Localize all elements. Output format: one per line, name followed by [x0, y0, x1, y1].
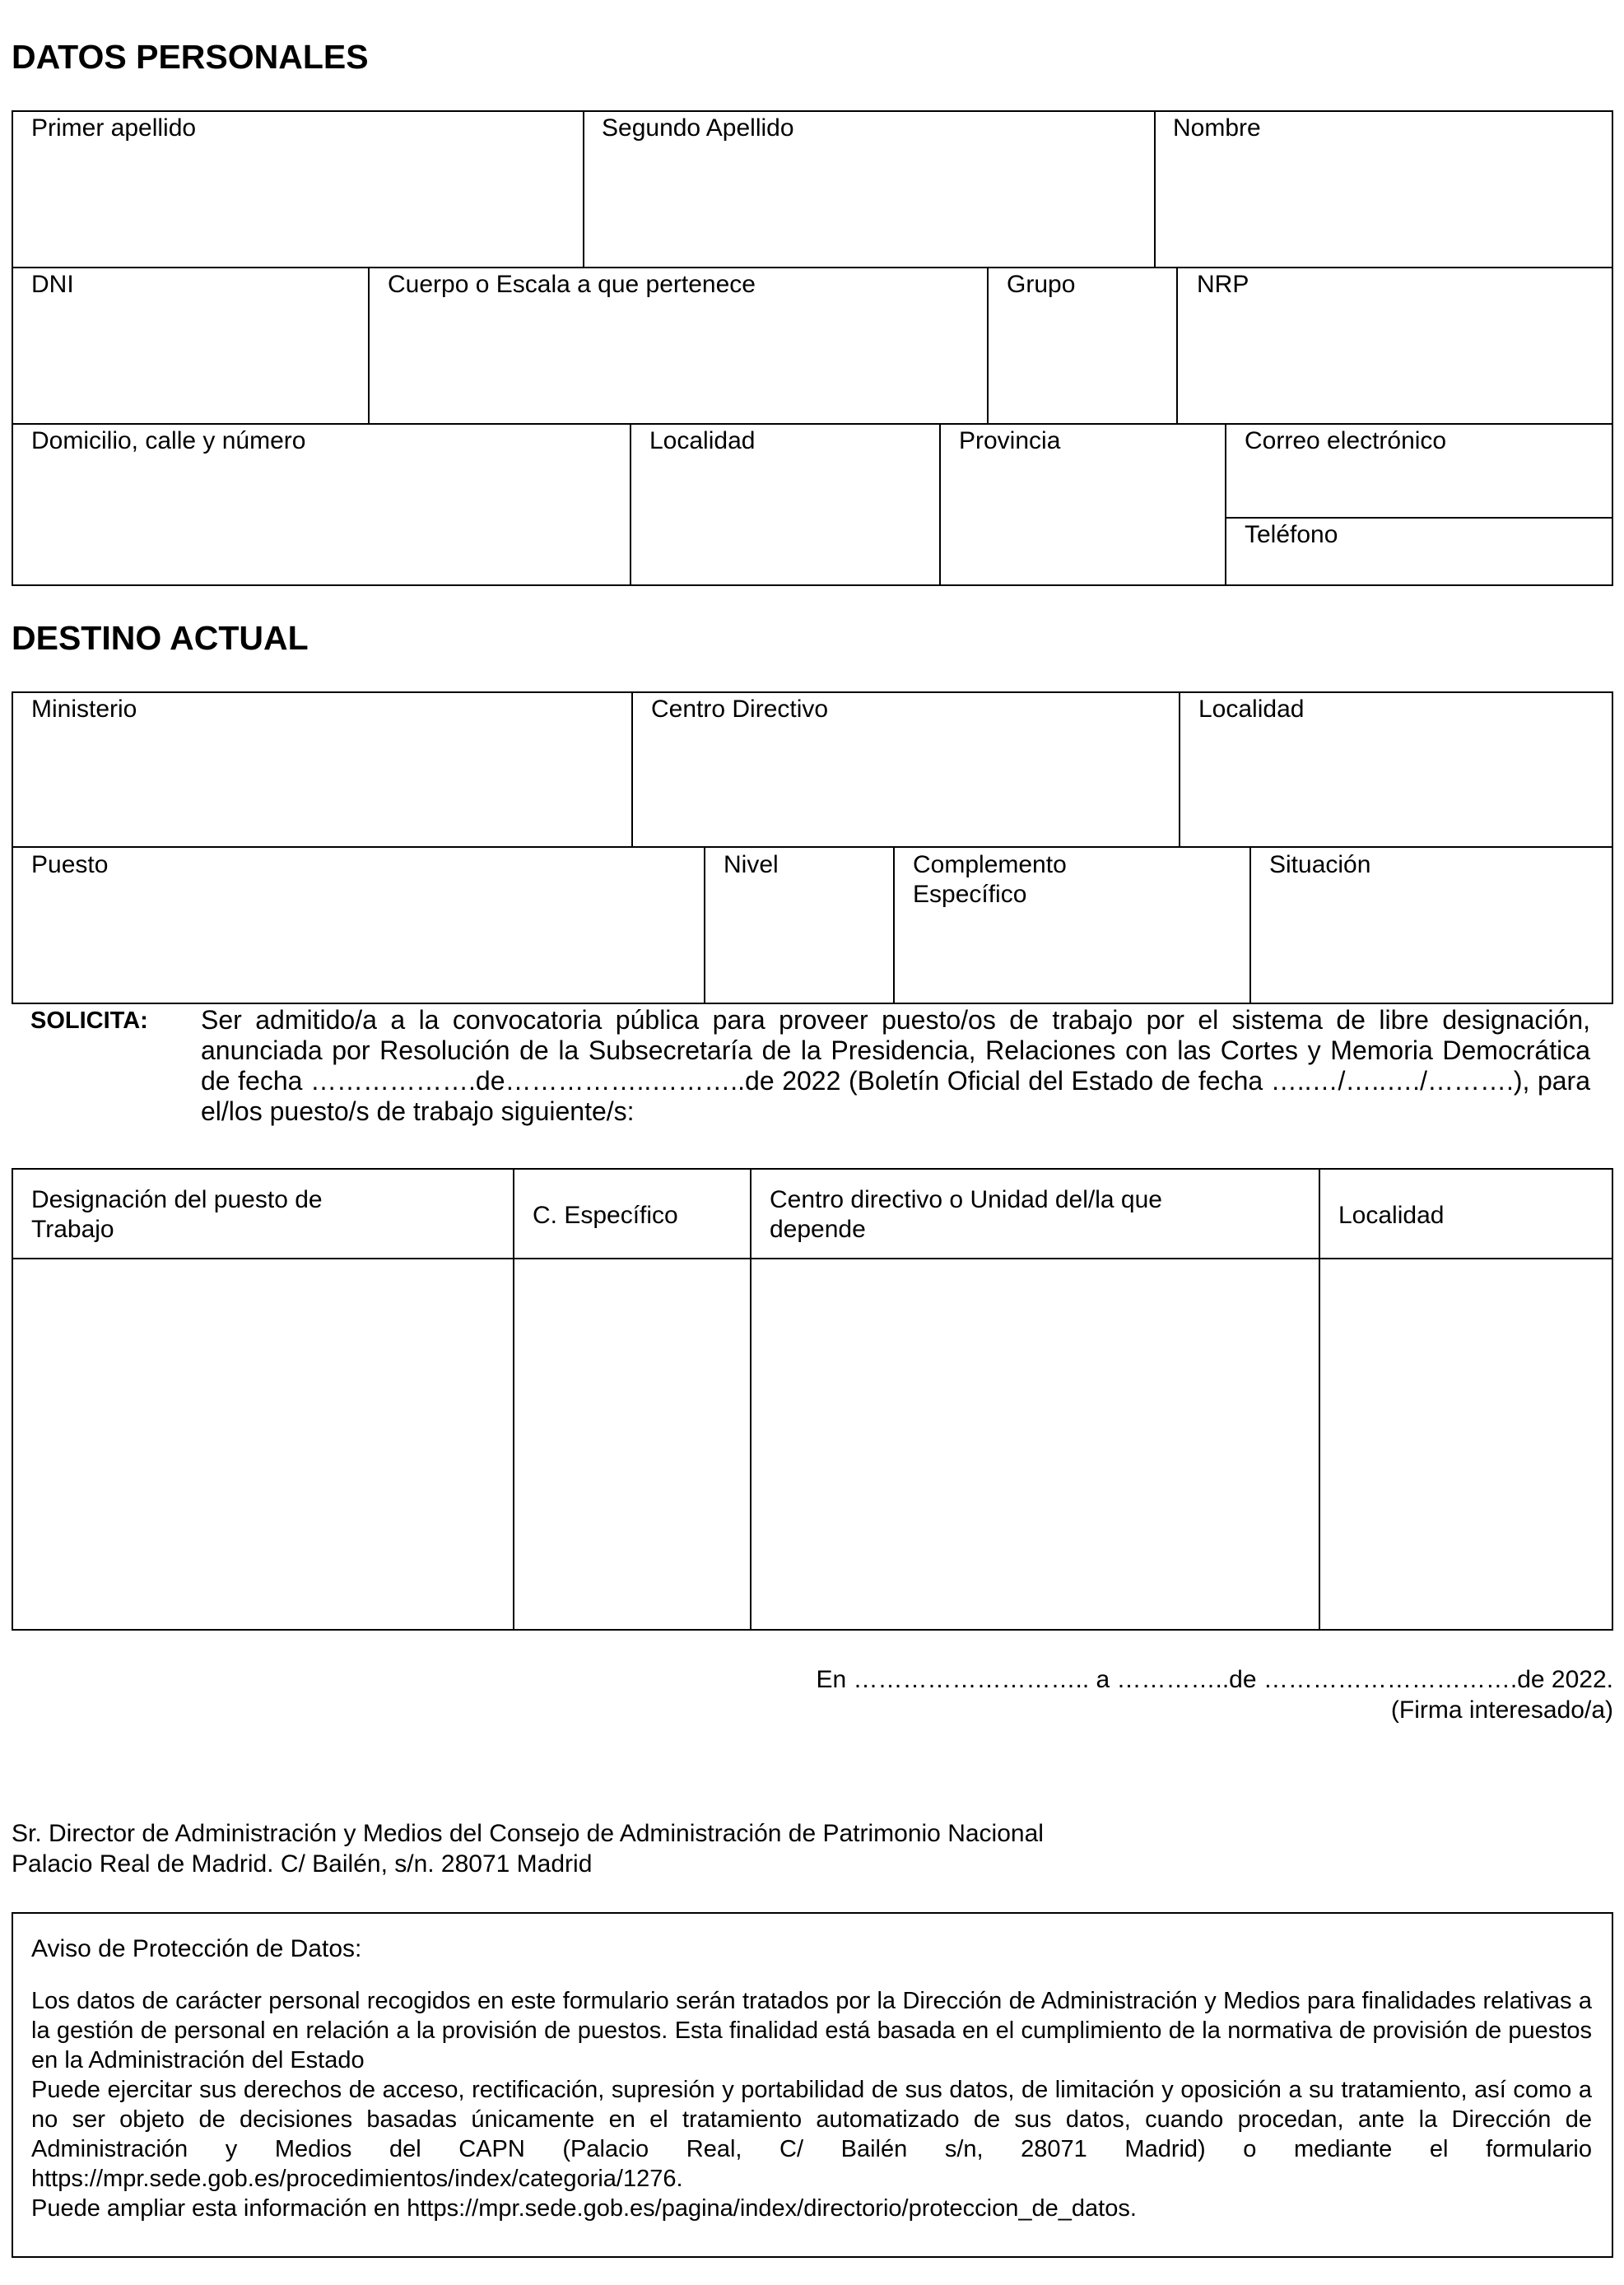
field-dni[interactable]: DNI: [31, 271, 74, 298]
cell-c-especifico[interactable]: [514, 1259, 750, 1629]
addressee: [12, 1818, 1044, 1879]
field-telefono[interactable]: Teléfono: [1245, 521, 1338, 548]
field-nombre[interactable]: Nombre: [1173, 114, 1261, 142]
notice-paragraph-3: Puede ampliar esta información en https://mpr.sede.gob.es/pagina/index/directorio/proteccion_de_datos.: [31, 2195, 1137, 2222]
field-centro-directivo[interactable]: Centro Directivo: [651, 696, 829, 723]
field-primer-apellido[interactable]: Primer apellido: [31, 114, 197, 142]
destino-grid: [12, 691, 1613, 1004]
complemento-line1: Complemento: [913, 851, 1067, 878]
notice-title: Aviso de Protección de Datos:: [31, 1935, 362, 1962]
addressee-line1: Sr. Director de Administración y Medios del Consejo de Administración de Patrimonio Nacional: [12, 1820, 1044, 1847]
field-localidad[interactable]: Localidad: [649, 427, 756, 454]
signature-note: (Firma interesado/a): [1390, 1696, 1613, 1724]
notice-paragraph-2: Puede ejercitar sus derechos de acceso, rectificación, supresión y portabilidad de sus datos, de limitación y oposición a su tratamiento, así como a no ser objeto de decisiones basadas únicamente en el tratamiento automatizado de sus datos, cuando procedan, ante la Dirección de Administración y Medios del CAPN (Palacio Real, C/ Bailén s/n, 28071 Madrid) o mediante el formulario https://mpr.sede.gob.es/procedimientos/index/categoria/1276.: [31, 2077, 1592, 2192]
complemento-line2: Específico: [913, 881, 1027, 908]
personal-data-grid: [12, 110, 1613, 586]
col-designacion: [31, 1185, 323, 1245]
col-c-especifico: C. Específico: [533, 1202, 678, 1229]
cell-designacion[interactable]: [13, 1259, 513, 1629]
field-segundo-apellido[interactable]: Segundo Apellido: [602, 114, 794, 142]
field-destino-localidad[interactable]: Localidad: [1198, 696, 1305, 723]
field-situacion[interactable]: Situación: [1269, 851, 1371, 878]
field-complemento-especifico[interactable]: [913, 850, 1067, 910]
destino-heading: DESTINO ACTUAL: [12, 619, 309, 657]
col-designacion-line2: Trabajo: [31, 1216, 114, 1243]
solicita-label: SOLICITA:: [30, 1008, 148, 1034]
personal-heading: DATOS PERSONALES: [12, 38, 369, 76]
field-provincia[interactable]: Provincia: [959, 427, 1061, 454]
cell-localidad[interactable]: [1320, 1259, 1612, 1629]
field-cuerpo-escala[interactable]: Cuerpo o Escala a que pertenece: [388, 271, 756, 298]
field-correo[interactable]: Correo electrónico: [1245, 427, 1447, 454]
col-centro-line2: depende: [770, 1216, 866, 1243]
addressee-line2: Palacio Real de Madrid. C/ Bailén, s/n. 28071 Madrid: [12, 1850, 593, 1878]
col-centro-line1: Centro directivo o Unidad del/la que: [770, 1186, 1162, 1213]
col-designacion-line1: Designación del puesto de: [31, 1186, 323, 1213]
notice-paragraph-1: Los datos de carácter personal recogidos en este formulario serán tratados por la Dirección de Administración y Medios para finalidades relativas a la gestión de personal en relación a la provisión de puestos. Esta finalidad está basada en el cumplimiento de la normativa de provisión de puestos en la Administración del Estado: [31, 1988, 1592, 2073]
field-ministerio[interactable]: Ministerio: [31, 696, 137, 723]
col-localidad: Localidad: [1338, 1202, 1445, 1229]
notice-body: [31, 1986, 1592, 2223]
field-domicilio[interactable]: Domicilio, calle y número: [31, 427, 306, 454]
cell-centro-directivo[interactable]: [752, 1259, 1319, 1629]
solicita-text: Ser admitido/a a la convocatoria pública para proveer puesto/os de trabajo por el sistema de libre designación, anunciada por Resolución de la Subsecretaría de la Presidencia, Relaciones con las Cortes y Memoria Democrática de fecha ……………….de……………..………..de 2022 (Boletín Oficial del Estado de fecha …..…/…..…./……….), para el/los puesto/s de trabajo siguiente/s:: [201, 1005, 1590, 1126]
col-centro-directivo: [770, 1185, 1162, 1245]
field-puesto[interactable]: Puesto: [31, 851, 109, 878]
field-nivel[interactable]: Nivel: [724, 851, 779, 878]
signature-line: En ……………………….. a …………..de ………………………….de 2022.: [816, 1666, 1613, 1693]
field-grupo[interactable]: Grupo: [1007, 271, 1076, 298]
field-nrp[interactable]: NRP: [1197, 271, 1249, 298]
